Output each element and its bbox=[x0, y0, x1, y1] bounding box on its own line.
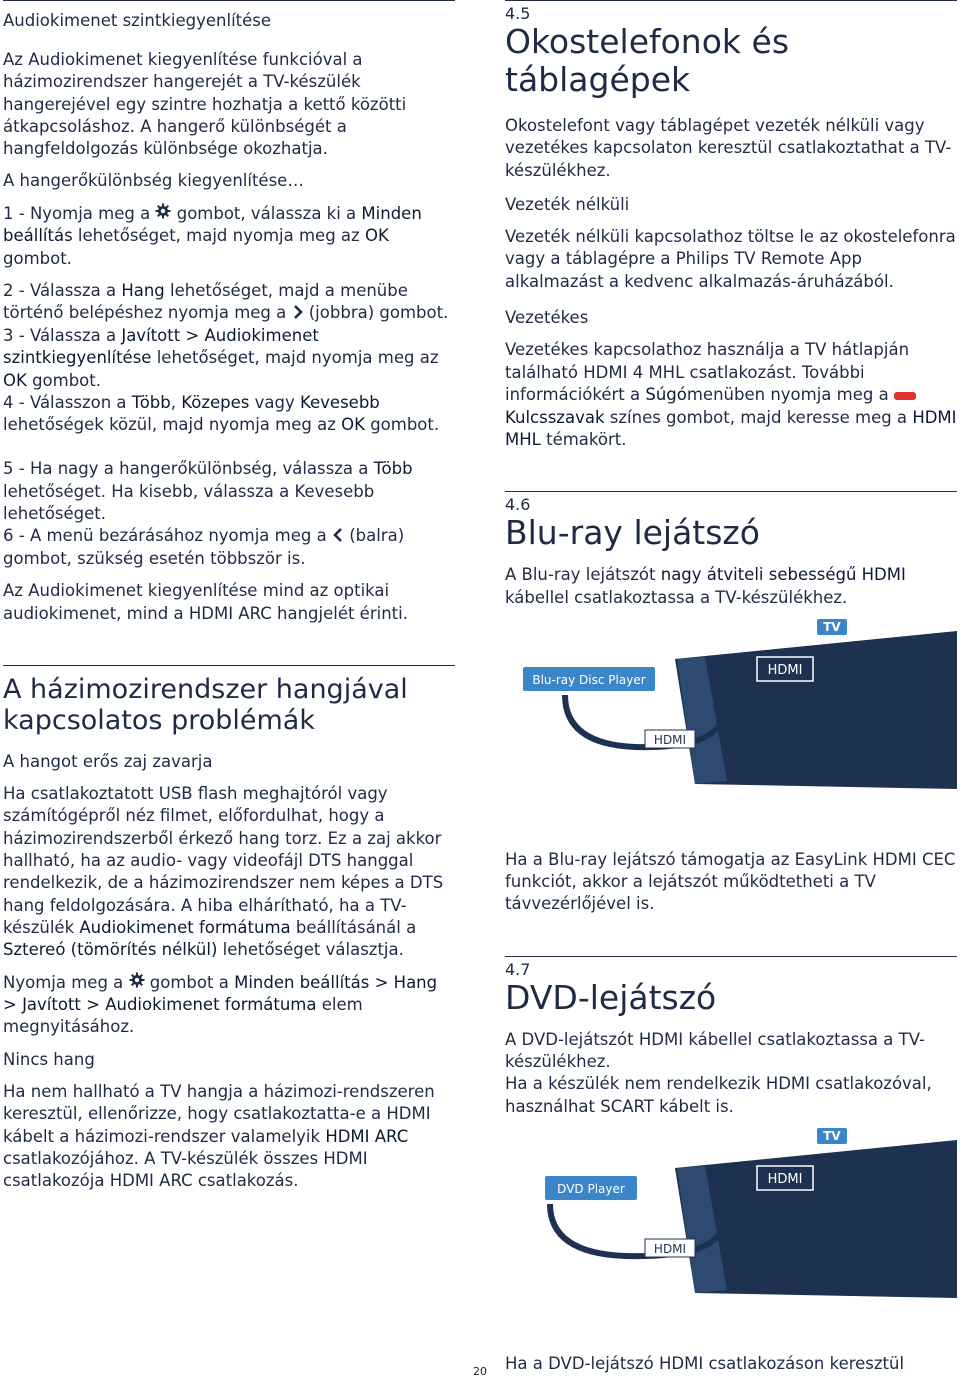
hdmi-port-label: HDMI bbox=[767, 662, 803, 678]
chevron-left-icon bbox=[332, 526, 344, 548]
player-label: Blu-ray Disc Player bbox=[532, 672, 646, 687]
wireless-paragraph: Vezeték nélküli kapcsolathoz töltse le az okostelefonra vagy a táblagépre a Philips TV Remote App alkalmazást a kedvenc alkalmazás-áruházából. bbox=[505, 227, 956, 291]
tv-label: TV bbox=[823, 1128, 841, 1143]
sub-heading: Nincs hang bbox=[3, 1049, 95, 1069]
hdmi-port-label: HDMI bbox=[767, 1171, 803, 1187]
dvd-paragraph-2: Ha a készülék nem rendelkezik HDMI csatlakozóval, használhat SCART kábelt is. bbox=[505, 1074, 932, 1116]
sub-heading: A hangerőkülönbség kiegyenlítése… bbox=[3, 171, 304, 191]
step-1: 1 - Nyomja meg a gombot, válassza ki a Minden beállítás lehetőséget, majd nyomja meg az OK gombot. bbox=[3, 203, 422, 268]
tv-label: TV bbox=[823, 619, 841, 634]
page-number: 20 bbox=[473, 1365, 487, 1378]
no-sound-paragraph: Ha nem hallható a TV hangja a házimozi-rendszeren keresztül, ellenőrizze, hogy csatlakoztatta-e a HDMI kábelt a házimozi-rendszer valamelyik HDMI ARC csatlakozójához. A TV-készülék összes HDMI csatlakozója HDMI ARC csatlakozás. bbox=[3, 1082, 435, 1191]
red-key-icon bbox=[894, 384, 916, 406]
dvd-connection-diagram bbox=[505, 1128, 957, 1343]
left-column bbox=[3, 0, 455, 1193]
section-title: A házimozirendszer hangjával kapcsolatos problémák bbox=[3, 673, 408, 736]
step-3: 3 - Válassza a Javított > Audiokimenet szintkiegyenlítése lehetőséget, majd nyomja meg az OK gombot. bbox=[3, 325, 439, 390]
bluray-connection-diagram bbox=[505, 619, 957, 834]
section-title: DVD-lejátszó bbox=[505, 977, 717, 1017]
section-title: Okostelefonok és táblagépek bbox=[505, 22, 790, 99]
easylink-paragraph: Ha a Blu-ray lejátszó támogatja az EasyLink HDMI CEC funkciót, akkor a lejátszót működtetheti a TV távvezérlőjével is. bbox=[505, 849, 956, 914]
menu-path-paragraph: Nyomja meg a gombot a Minden beállítás > Hang > Javított > Audiokimenet formátuma elem megnyitásához. bbox=[3, 972, 438, 1037]
intro-paragraph: Okostelefont vagy táblagépet vezeték nélküli vagy vezetékes kapcsolaton keresztül csatlakoztathat a TV-készülékhez. bbox=[505, 116, 952, 180]
sub-heading: Vezeték nélküli bbox=[505, 194, 630, 214]
cable-label: HDMI bbox=[653, 732, 687, 747]
step-4: 4 - Válasszon a Több, Közepes vagy Kevesebb lehetőségek közül, majd nyomja meg az OK gombot. bbox=[3, 392, 440, 435]
step-5: 5 - Ha nagy a hangerőkülönbség, válassza a Több lehetőséget. Ha kisebb, válassza a Kevesebb lehetőséget. bbox=[3, 459, 413, 524]
sub-heading: Vezetékes bbox=[505, 308, 589, 328]
chevron-right-icon bbox=[292, 303, 304, 325]
right-column bbox=[505, 0, 957, 1375]
section-number: 4.6 bbox=[505, 495, 531, 515]
section-number: 4.7 bbox=[505, 959, 531, 979]
gear-icon bbox=[155, 203, 171, 225]
step-2: 2 - Válassza a Hang lehetőséget, majd a menübe történő belépéshez nyomja meg a (jobbra) gombot. bbox=[3, 280, 455, 325]
outro-paragraph: Az Audiokimenet kiegyenlítése mind az optikai audiokimenet, mind a HDMI ARC hangjelét érinti. bbox=[3, 581, 408, 623]
step-6: 6 - A menü bezárásához nyomja meg a (balra) gombot, szükség esetén többször is. bbox=[3, 526, 405, 568]
noise-paragraph: Ha csatlakoztatott USB flash meghajtóról vagy számítógépről néz filmet, előfordulhat, hogy a házimozirendszerből érkező hang torz. Ez a zaj akkor hallható, ha az audio- vagy videofájl DTS hanggal rendelkezik, de a házimozirendszer nem képes a DTS hang feldolgozására. A hiba elhárítható, ha a TV-készülék Audiokimenet formátuma beállításánál a Sztereó (tömörítés nélkül) lehetőséget választja. bbox=[3, 784, 444, 960]
section-title: Audiokimenet szintkiegyenlítése bbox=[3, 11, 272, 30]
player-label: DVD Player bbox=[557, 1181, 625, 1196]
gear-icon bbox=[129, 972, 145, 994]
wired-paragraph: Vezetékes kapcsolathoz használja a TV hátlapján található HDMI 4 MHL csatlakozást. További információkért a Súgómenüben nyomja meg a Kulcsszavak színes gombot, majd keresse meg a HDMI MHL témakört. bbox=[505, 340, 957, 449]
sub-heading: A hangot erős zaj zavarja bbox=[3, 751, 213, 771]
section-title: Blu-ray lejátszó bbox=[505, 513, 760, 553]
cable-label: HDMI bbox=[653, 1241, 687, 1256]
dvd-caption: Ha a DVD-lejátszó HDMI csatlakozáson keresztül bbox=[505, 1353, 905, 1373]
intro-paragraph: Az Audiokimenet kiegyenlítése funkcióval a házimozirendszer hangerejét a TV-készülék hangerejével egy szintre hozhatja a kettő közötti átkapcsoláshoz. A hangerő különbségét a hangfeldolgozás különbsége okozhatja. bbox=[3, 50, 407, 159]
bluray-paragraph: A Blu-ray lejátszót nagy átviteli sebességű HDMI kábellel csatlakoztassa a TV-készülékhez. bbox=[505, 565, 906, 607]
dvd-paragraph-1: A DVD-lejátszót HDMI kábellel csatlakoztassa a TV-készülékhez. bbox=[505, 1029, 925, 1071]
section-number: 4.5 bbox=[505, 4, 531, 23]
